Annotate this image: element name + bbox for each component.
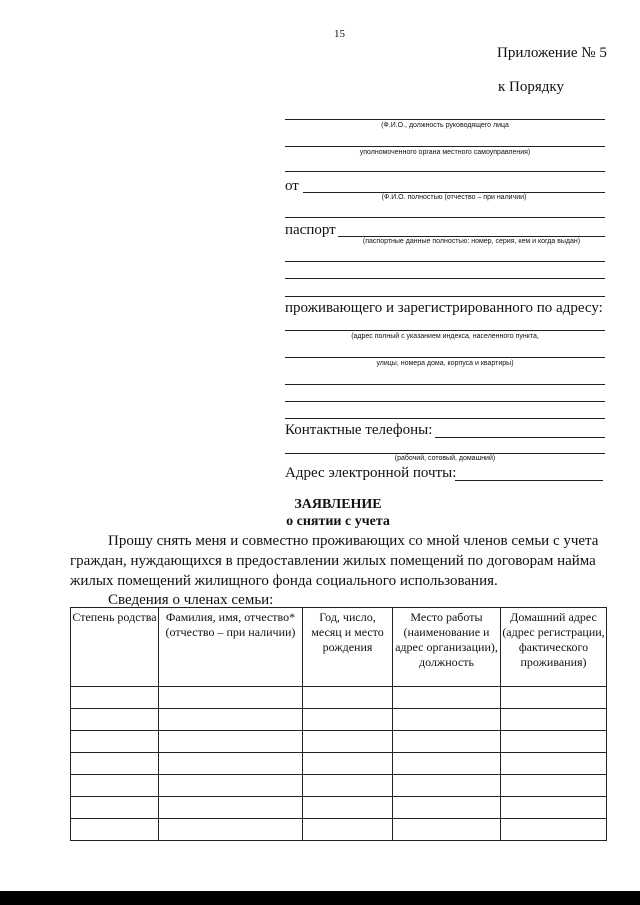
table-row [71, 709, 607, 731]
passport-label: паспорт [285, 222, 336, 238]
phones-caption: (рабочий, сотовый, домашний) [394, 455, 496, 462]
residence-line-2[interactable] [285, 357, 605, 358]
passport-field[interactable] [338, 236, 605, 237]
table-cell[interactable] [159, 775, 303, 797]
table-cell[interactable] [393, 753, 501, 775]
table-cell[interactable] [159, 753, 303, 775]
phones-line-2[interactable] [285, 453, 605, 454]
table-cell[interactable] [501, 797, 607, 819]
addressee-caption-org: уполномоченного органа местного самоуправления) [359, 149, 531, 156]
order-reference: к Порядку [498, 79, 564, 95]
table-cell[interactable] [303, 687, 393, 709]
table-cell[interactable] [303, 797, 393, 819]
passport-line-3[interactable] [285, 278, 605, 279]
table-row [71, 819, 607, 841]
residence-line-1[interactable] [285, 330, 605, 331]
family-heading: Сведения о членах семьи: [108, 592, 274, 608]
passport-caption: (паспортные данные полностью: номер, серия, кем и когда выдан) [362, 238, 581, 245]
residence-label: проживающего и зарегистрированного по адресу: [285, 300, 603, 316]
residence-caption-2: улицы, номера дома, корпуса и квартиры) [376, 360, 514, 367]
table-row [71, 775, 607, 797]
table-cell[interactable] [393, 731, 501, 753]
residence-line-4[interactable] [285, 401, 605, 402]
page-number: 15 [334, 28, 345, 40]
table-cell[interactable] [159, 687, 303, 709]
document-title: ЗАЯВЛЕНИЕ [294, 497, 382, 512]
table-cell[interactable] [71, 797, 159, 819]
residence-line-3[interactable] [285, 384, 605, 385]
from-label: от [285, 178, 299, 194]
document-subtitle: о снятии с учета [286, 514, 390, 529]
table-header-row [71, 608, 607, 687]
from-name-field[interactable] [303, 192, 605, 193]
table-cell[interactable] [501, 775, 607, 797]
table-row [71, 797, 607, 819]
table-cell[interactable] [71, 775, 159, 797]
table-cell[interactable] [71, 687, 159, 709]
phones-field[interactable] [435, 437, 605, 438]
addressee-line-1[interactable] [285, 119, 605, 120]
table-cell[interactable] [393, 687, 501, 709]
from-caption: (Ф.И.О. полностью (отчество – при наличии) [381, 194, 527, 201]
table-cell[interactable] [501, 753, 607, 775]
table-cell[interactable] [501, 731, 607, 753]
from-extra-line[interactable] [285, 217, 605, 218]
table-cell[interactable] [393, 709, 501, 731]
table-cell[interactable] [393, 797, 501, 819]
col-header-full-name: Фамилия, имя, отчество* (отчество – при наличии) [159, 608, 303, 687]
body-line-2: граждан, нуждающихся в предоставлении жилых помещений по договорам найма [70, 553, 596, 569]
table-cell[interactable] [71, 709, 159, 731]
family-members-table [70, 607, 607, 841]
email-field[interactable] [455, 480, 603, 481]
body-line-1: Прошу снять меня и совместно проживающих со мной членов семьи с учета [108, 533, 599, 549]
table-cell[interactable] [303, 709, 393, 731]
table-row [71, 753, 607, 775]
col-header-birth: Год, число, месяц и место рождения [303, 608, 393, 687]
passport-line-2[interactable] [285, 261, 605, 262]
table-cell[interactable] [159, 819, 303, 841]
residence-line-5[interactable] [285, 418, 605, 419]
table-cell[interactable] [501, 687, 607, 709]
col-header-address: Домашний адрес (адрес регистрации, фактического проживания) [501, 608, 607, 687]
table-row [71, 731, 607, 753]
appendix-title: Приложение № 5 [497, 45, 607, 61]
scan-bottom-border [0, 891, 640, 905]
phones-label: Контактные телефоны: [285, 422, 433, 438]
addressee-caption-head: (Ф.И.О., должность руководящего лица [381, 122, 509, 129]
table-cell[interactable] [71, 819, 159, 841]
table-cell[interactable] [501, 819, 607, 841]
passport-line-4[interactable] [285, 296, 605, 297]
table-cell[interactable] [303, 775, 393, 797]
table-cell[interactable] [393, 775, 501, 797]
residence-caption-1: (адрес полный с указанием индекса, населенного пункта, [351, 333, 539, 340]
table-cell[interactable] [303, 753, 393, 775]
addressee-line-3[interactable] [285, 171, 605, 172]
addressee-line-2[interactable] [285, 146, 605, 147]
table-cell[interactable] [159, 797, 303, 819]
table-cell[interactable] [71, 753, 159, 775]
table-cell[interactable] [71, 731, 159, 753]
table-cell[interactable] [303, 819, 393, 841]
col-header-workplace: Место работы (наименование и адрес организации), должность [393, 608, 501, 687]
body-line-3: жилых помещений жилищного фонда социального использования. [70, 573, 498, 589]
col-header-relation: Степень родства [71, 608, 159, 687]
table-cell[interactable] [159, 709, 303, 731]
email-label: Адрес электронной почты: [285, 465, 457, 481]
table-cell[interactable] [501, 709, 607, 731]
table-cell[interactable] [393, 819, 501, 841]
table-cell[interactable] [303, 731, 393, 753]
table-cell[interactable] [159, 731, 303, 753]
table-row [71, 687, 607, 709]
